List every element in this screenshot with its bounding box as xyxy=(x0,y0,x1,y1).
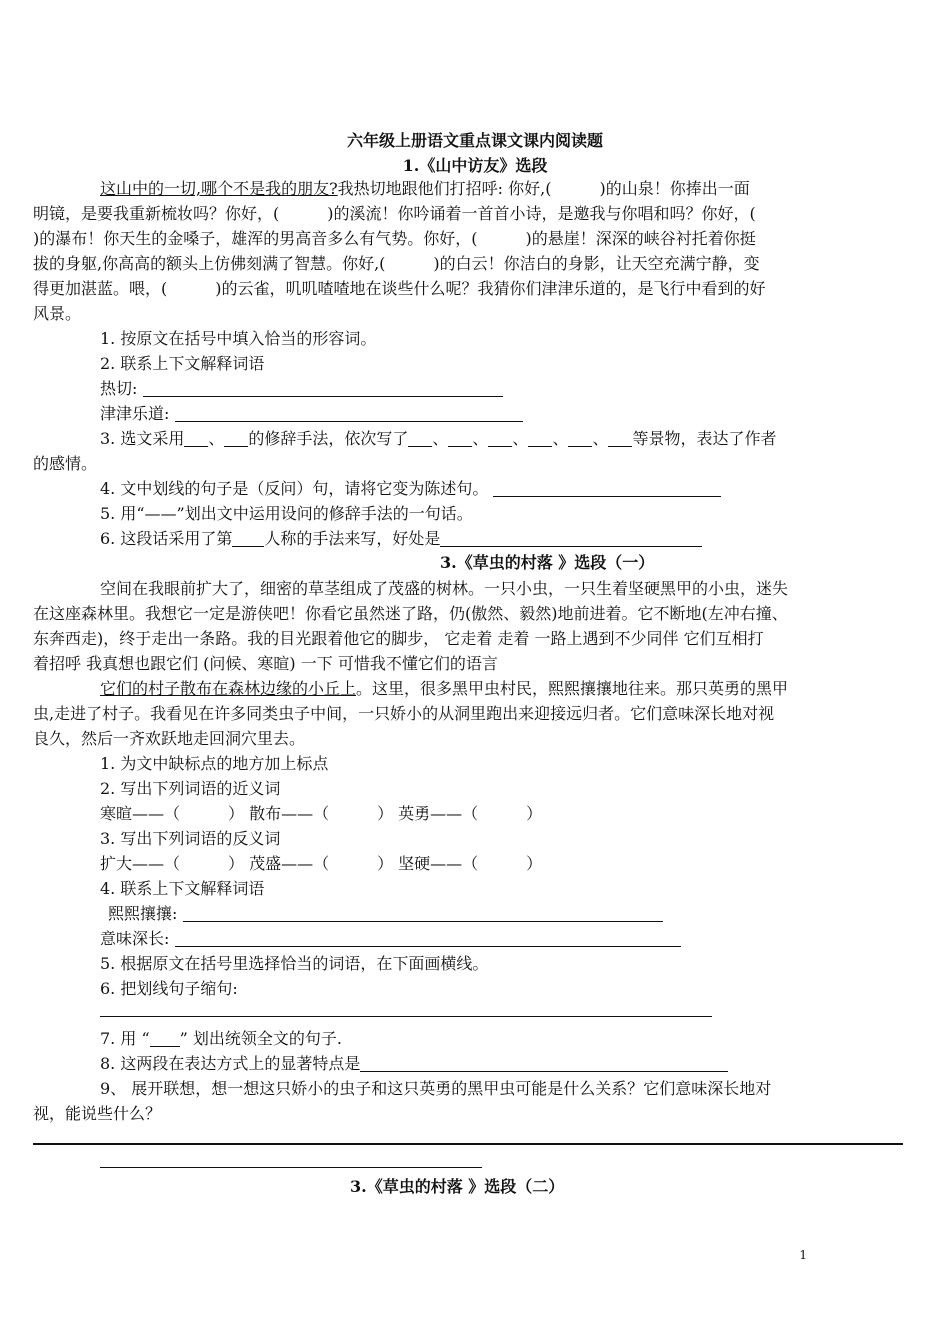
answer-blank[interactable] xyxy=(608,430,632,447)
q-text: 3. 选文采用 xyxy=(100,429,185,448)
underlined-sentence: 这山中的一切,哪个不是我的朋友? xyxy=(100,179,338,198)
term-label: 熙熙攘攘: xyxy=(108,904,178,923)
answer-blank[interactable] xyxy=(488,430,512,447)
answer-blank[interactable] xyxy=(493,480,721,497)
q-text: 、 xyxy=(472,429,489,448)
question-2-7 xyxy=(100,1026,950,1051)
passage-2-line-6: 虫,走进了村子。我看见在许多同类虫子中间，一只娇小的从洞里跑出来迎接远归者。它们意味深长地对视 xyxy=(33,704,775,723)
question-2-2-items: 寒暄——（ ） 散布——（ ） 英勇——（ ） xyxy=(100,804,543,823)
answer-blank[interactable] xyxy=(150,1030,180,1047)
q-text: 、 xyxy=(552,429,569,448)
term-label: 热切: xyxy=(100,379,138,398)
question-1-2: 2. 联系上下文解释词语 xyxy=(100,354,265,373)
answer-blank[interactable] xyxy=(175,405,523,422)
answer-blank[interactable] xyxy=(448,430,472,447)
question-1-1: 1. 按原文在括号中填入恰当的形容词。 xyxy=(100,329,377,348)
section-divider xyxy=(33,1143,903,1145)
answer-blank[interactable] xyxy=(143,380,503,397)
answer-line[interactable] xyxy=(100,1167,482,1168)
question-2-1: 1. 为文中缺标点的地方加上标点 xyxy=(100,754,329,773)
q-text: 等景物，表达了作者 xyxy=(632,429,777,448)
question-1-6 xyxy=(100,526,950,551)
answer-blank[interactable] xyxy=(360,1055,728,1072)
passage-2-line-2: 在这座森林里。我想它一定是游侠吧！你看它虽然迷了路，仍(傲然、毅然)地前进着。它不断地(左冲右撞、 xyxy=(33,604,788,623)
question-2-4-yiwei xyxy=(100,926,950,951)
answer-blank[interactable] xyxy=(183,905,663,922)
question-1-2-jinjin xyxy=(100,401,950,426)
question-2-4: 4. 联系上下文解释词语 xyxy=(100,879,265,898)
answer-blank[interactable] xyxy=(408,430,432,447)
question-1-2-reqie xyxy=(100,376,950,401)
question-2-3: 3. 写出下列词语的反义词 xyxy=(100,829,281,848)
document-title: 六年级上册语文重点课文课内阅读题 xyxy=(346,131,603,150)
passage-2-line-7: 良久，然后一齐欢跃地走回洞穴里去。 xyxy=(33,729,306,748)
term-label: 津津乐道: xyxy=(100,404,170,423)
q-text: 7. 用 “ xyxy=(100,1029,150,1048)
page-number: 1 xyxy=(799,1248,807,1262)
answer-line[interactable] xyxy=(100,1016,712,1017)
passage-1-line-5: 得更加湛蓝。喂，( )的云雀，叽叽喳喳地在谈些什么呢？我猜你们津津乐道的，是飞行中看到的好 xyxy=(33,279,766,298)
question-2-9: 9、 展开联想，想一想这只娇小的虫子和这只英勇的黑甲虫可能是什么关系？它们意味深长地对 xyxy=(100,1079,772,1098)
passage-2-line-5 xyxy=(100,676,950,701)
passage-text: 。这里，很多黑甲虫村民，熙熙攘攘地往来。那只英勇的黑甲 xyxy=(356,679,789,698)
q-text: 8. 这两段在表达方式上的显著特点是 xyxy=(100,1054,361,1073)
q-text: 、 xyxy=(512,429,529,448)
q-text: 人称的手法来写，好处是 xyxy=(264,529,441,548)
question-1-4 xyxy=(100,476,950,501)
answer-blank[interactable] xyxy=(568,430,592,447)
passage-2-line-3: 东奔西走)，终于走出一条路。我的目光跟着他它的脚步， 它走着 走着 一路上遇到不少同伴 它们互相打 xyxy=(33,629,764,648)
answer-blank[interactable] xyxy=(224,430,248,447)
question-2-6: 6. 把划线句子缩句: xyxy=(100,979,238,998)
answer-blank[interactable] xyxy=(232,530,264,547)
answer-blank[interactable] xyxy=(440,530,702,547)
q-text: 4. 文中划线的句子是（反问）句，请将它变为陈述句。 xyxy=(100,479,489,498)
q-text: 、 xyxy=(208,429,225,448)
section-1-heading: 1.《山中访友》选段 xyxy=(402,156,548,175)
q-text: 的修辞手法，依次写了 xyxy=(248,429,409,448)
question-2-2: 2. 写出下列词语的近义词 xyxy=(100,779,281,798)
question-2-8 xyxy=(100,1051,950,1076)
question-1-3-cont: 的感情。 xyxy=(33,454,98,473)
term-label: 意味深长: xyxy=(100,929,170,948)
passage-1-line-1 xyxy=(100,176,950,201)
question-2-9-cont: 视，能说些什么？ xyxy=(33,1104,162,1123)
q-text: 、 xyxy=(592,429,609,448)
question-2-5: 5. 根据原文在括号里选择恰当的词语，在下面画横线。 xyxy=(100,954,489,973)
q-text: 6. 这段话采用了第 xyxy=(100,529,233,548)
passage-1-line-3: )的瀑布！你天生的金嗓子，雄浑的男高音多么有气势。你好，( )的悬崖！深深的峡谷衬托着你挺 xyxy=(33,229,756,248)
question-2-3-items: 扩大——（ ） 茂盛——（ ） 坚硬——（ ） xyxy=(100,854,543,873)
passage-2-line-1: 空间在我眼前扩大了，细密的草茎组成了茂盛的树林。一只小虫，一只生着坚硬黑甲的小虫，迷失 xyxy=(100,579,789,598)
q-text: 、 xyxy=(432,429,449,448)
section-3-heading: 3.《草虫的村落 》选段（二） xyxy=(350,1177,565,1196)
section-2-heading: 3.《草虫的村落 》选段（一） xyxy=(440,553,655,572)
passage-1-line-2: 明镜，是要我重新梳妆吗？你好，( )的溪流！你吟诵着一首首小诗，是邀我与你唱和吗？你好，( xyxy=(33,204,756,223)
question-2-4-xixi xyxy=(108,901,950,926)
passage-1-line-6: 风景。 xyxy=(33,304,82,323)
underlined-sentence: 它们的村子散布在森林边缘的小丘上 xyxy=(100,679,357,698)
passage-text: 我热切地跟他们打招呼: 你好,( )的山泉！你捧出一面 xyxy=(337,179,750,198)
passage-1-line-4: 拔的身躯,你高高的额头上仿佛刻满了智慧。你好,( )的白云！你洁白的身影，让天空充满宁静，变 xyxy=(33,254,760,273)
answer-blank[interactable] xyxy=(528,430,552,447)
answer-blank[interactable] xyxy=(184,430,208,447)
answer-blank[interactable] xyxy=(175,930,681,947)
passage-2-line-4: 着招呼 我真想也跟它们 (问候、寒暄) 一下 可惜我不懂它们的语言 xyxy=(33,654,498,673)
question-1-5: 5. 用“——”划出文中运用设问的修辞手法的一句话。 xyxy=(100,504,473,523)
q-text: ” 划出统领全文的句子. xyxy=(179,1029,342,1048)
question-1-3 xyxy=(100,426,950,451)
